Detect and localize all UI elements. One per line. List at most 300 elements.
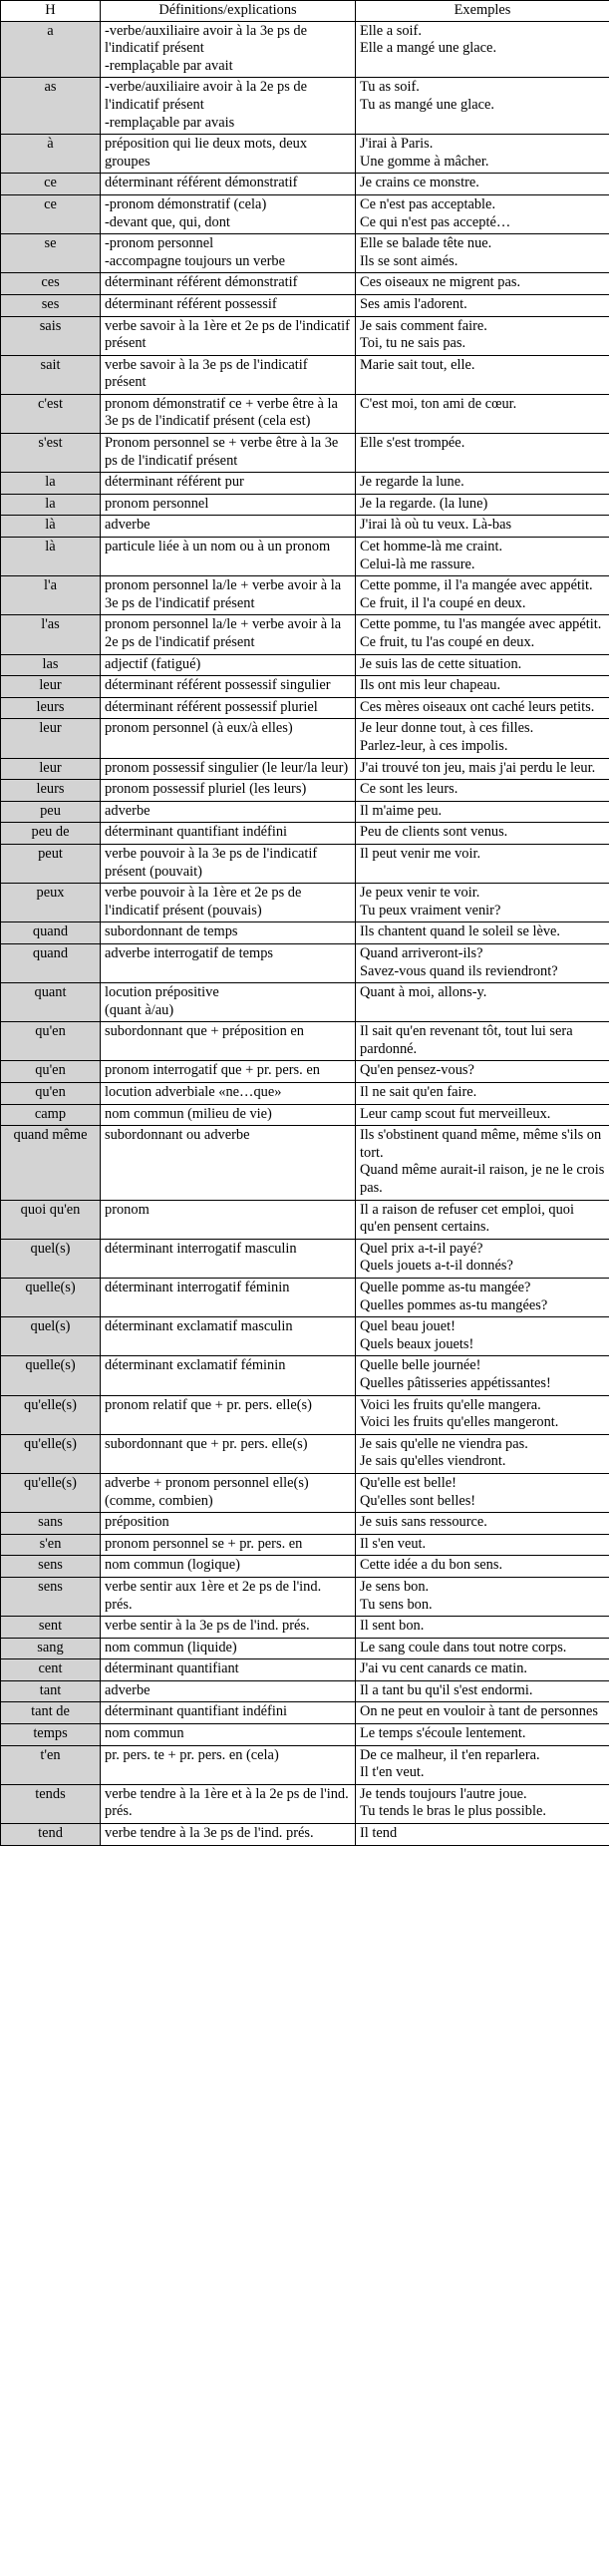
definition-cell — [101, 1200, 356, 1239]
example-line: Il m'aime peu. — [360, 802, 443, 819]
example-cell — [356, 273, 609, 295]
definition-cell — [101, 943, 356, 982]
table-row — [1, 884, 609, 922]
definition-line: pronom personnel la/le + verbe avoir à la 2e ps de l'indicatif présent — [105, 616, 342, 650]
homophone-cell: qu'en — [1, 1083, 101, 1105]
example-line: Il s'en veut. — [360, 1535, 427, 1552]
example-line: Ce n'est pas acceptable. — [360, 195, 496, 212]
definition-cell — [101, 1659, 356, 1681]
homophone-cell: temps — [1, 1724, 101, 1746]
table-row — [1, 1659, 609, 1681]
definition-cell — [101, 1434, 356, 1473]
definition-line: nom commun (logique) — [105, 1557, 240, 1574]
definition-cell — [101, 1556, 356, 1578]
definition-line: adverbe — [105, 517, 151, 534]
table-row — [1, 676, 609, 698]
example-line: Je leur donne tout, à ces filles. — [360, 720, 534, 737]
definition-line: déterminant référent possessif pluriel — [105, 698, 318, 715]
table-row — [1, 615, 609, 654]
table-row — [1, 316, 609, 355]
table-row — [1, 1513, 609, 1535]
definition-line: (quant à/au) — [105, 1001, 174, 1018]
definition-line: -remplaçable par avait — [105, 57, 233, 74]
example-cell — [356, 516, 609, 538]
homophone-cell: là — [1, 516, 101, 538]
homophone-cell: peu de — [1, 823, 101, 845]
example-line: Je regarde la lune. — [360, 474, 464, 491]
table-row — [1, 1356, 609, 1395]
example-line: Toi, tu ne sais pas. — [360, 335, 466, 352]
homophone-cell: leurs — [1, 780, 101, 802]
table-row — [1, 394, 609, 433]
definition-line: subordonnant de temps — [105, 923, 238, 940]
definition-cell — [101, 538, 356, 576]
example-line: Je sais qu'elle ne viendra pas. — [360, 1435, 528, 1452]
definition-line: verbe tendre à la 1ère et à la 2e ps de l'ind. prés. — [105, 1785, 349, 1820]
example-line: J'ai trouvé ton jeu, mais j'ai perdu le leur. — [360, 759, 596, 776]
definition-cell — [101, 316, 356, 355]
definition-line: subordonnant que + préposition en — [105, 1023, 304, 1040]
example-cell — [356, 538, 609, 576]
definition-line: déterminant référent pur — [105, 474, 244, 491]
example-line: Qu'elle est belle! — [360, 1474, 457, 1491]
definition-line: pronom personnel (à eux/à elles) — [105, 720, 293, 737]
column-header-examples: Exemples — [356, 1, 609, 22]
example-line: Ce sont les leurs. — [360, 781, 458, 798]
table-row — [1, 1279, 609, 1317]
example-cell — [356, 719, 609, 758]
example-cell — [356, 1638, 609, 1659]
table-row — [1, 1434, 609, 1473]
example-line: Parlez-leur, à ces impolis. — [360, 737, 508, 754]
definition-cell — [101, 654, 356, 676]
definition-line: préposition qui lie deux mots, deux groupes — [105, 136, 308, 170]
example-cell — [356, 234, 609, 273]
table-row — [1, 1395, 609, 1434]
definition-cell — [101, 1473, 356, 1512]
homophone-cell: leur — [1, 676, 101, 698]
definition-cell — [101, 473, 356, 495]
homophone-cell: cent — [1, 1659, 101, 1681]
homophone-cell: la — [1, 494, 101, 516]
table-row — [1, 719, 609, 758]
example-line: Peu de clients sont venus. — [360, 824, 508, 841]
table-row — [1, 494, 609, 516]
definition-cell — [101, 697, 356, 719]
example-cell — [356, 494, 609, 516]
table-row — [1, 1022, 609, 1061]
example-line: Il tend — [360, 1825, 398, 1842]
definition-line: adverbe interrogatif de temps — [105, 944, 274, 961]
definition-cell — [101, 780, 356, 802]
example-cell — [356, 1702, 609, 1724]
example-cell — [356, 1279, 609, 1317]
definition-line: -remplaçable par avais — [105, 114, 235, 131]
definition-cell — [101, 1824, 356, 1846]
example-line: Tu peux vraiment venir? — [360, 902, 501, 919]
example-line: Quant à moi, allons-y. — [360, 984, 487, 1001]
example-line: Quand même aurait-il raison, je ne le crois pas. — [360, 1162, 605, 1197]
table-row — [1, 21, 609, 78]
definition-cell — [101, 1784, 356, 1823]
example-line: Quand arriveront-ils? — [360, 944, 483, 961]
example-cell — [356, 1239, 609, 1278]
example-line: Qu'en pensez-vous? — [360, 1062, 474, 1079]
table-row — [1, 823, 609, 845]
table-row — [1, 1680, 609, 1702]
example-line: Quelles pommes as-tu mangées? — [360, 1296, 548, 1313]
table-row — [1, 758, 609, 780]
example-line: Il sent bon. — [360, 1618, 425, 1635]
definition-cell — [101, 1279, 356, 1317]
homophone-cell: as — [1, 78, 101, 135]
example-line: Il ne sait qu'en faire. — [360, 1084, 477, 1101]
definition-line: locution prépositive — [105, 984, 219, 1001]
table-row — [1, 922, 609, 944]
example-line: Ces mères oiseaux ont caché leurs petits. — [360, 698, 595, 715]
definition-cell — [101, 1395, 356, 1434]
table-row — [1, 1126, 609, 1200]
example-cell — [356, 1659, 609, 1681]
definition-line: verbe savoir à la 1ère et 2e ps de l'indicatif présent — [105, 317, 350, 352]
definition-line: verbe pouvoir à la 3e ps de l'indicatif présent (pouvait) — [105, 845, 318, 880]
definition-cell — [101, 801, 356, 823]
example-line: Ce fruit, il l'a coupé en deux. — [360, 594, 526, 611]
example-cell — [356, 316, 609, 355]
homophone-cell: s'est — [1, 434, 101, 473]
definition-line: déterminant référent démonstratif — [105, 274, 298, 291]
definition-cell — [101, 194, 356, 233]
example-cell — [356, 943, 609, 982]
example-line: Je la regarde. (la lune) — [360, 495, 488, 512]
example-line: J'irai là où tu veux. Là-bas — [360, 517, 512, 534]
example-line: Elle s'est trompée. — [360, 435, 465, 452]
homophone-cell: qu'elle(s) — [1, 1434, 101, 1473]
table-row — [1, 983, 609, 1022]
table-row — [1, 1824, 609, 1846]
example-line: Elle a mangé une glace. — [360, 40, 497, 57]
definition-cell — [101, 21, 356, 78]
example-line: Tu as soif. — [360, 79, 420, 96]
definition-cell — [101, 615, 356, 654]
example-line: Savez-vous quand ils reviendront? — [360, 962, 558, 979]
column-header-h: H — [1, 1, 101, 22]
definition-line: -verbe/auxiliaire avoir à la 3e ps de l'indicatif présent — [105, 22, 307, 57]
example-line: Je sens bon. — [360, 1578, 430, 1595]
table-row — [1, 1473, 609, 1512]
definition-line: pronom personnel la/le + verbe avoir à la 3e ps de l'indicatif présent — [105, 577, 342, 611]
definition-cell — [101, 273, 356, 295]
homophone-cell: quoi qu'en — [1, 1200, 101, 1239]
homophone-cell: leurs — [1, 697, 101, 719]
example-cell — [356, 615, 609, 654]
definition-line: déterminant interrogatif masculin — [105, 1240, 297, 1257]
homophone-cell: tant — [1, 1680, 101, 1702]
example-line: Ils se sont aimés. — [360, 252, 458, 269]
definition-line: déterminant référent possessif singulier — [105, 677, 331, 694]
definition-line: déterminant exclamatif féminin — [105, 1357, 286, 1374]
example-cell — [356, 1784, 609, 1823]
definition-cell — [101, 1022, 356, 1061]
homophone-cell: quant — [1, 983, 101, 1022]
example-line: Je sais qu'elles viendront. — [360, 1453, 506, 1470]
example-line: Quels beaux jouets! — [360, 1335, 474, 1352]
table-row — [1, 135, 609, 174]
definition-line: pronom personnel se + pr. pers. en — [105, 1535, 303, 1552]
homophone-cell: qu'en — [1, 1061, 101, 1083]
homophone-cell: quand — [1, 943, 101, 982]
example-cell — [356, 473, 609, 495]
table-row — [1, 1638, 609, 1659]
example-cell — [356, 1061, 609, 1083]
example-line: Je suis las de cette situation. — [360, 655, 522, 672]
definition-cell — [101, 1680, 356, 1702]
definition-cell — [101, 884, 356, 922]
homophone-cell: peux — [1, 884, 101, 922]
example-line: Je sais comment faire. — [360, 317, 487, 334]
table-row — [1, 538, 609, 576]
table-row — [1, 1061, 609, 1083]
example-cell — [356, 1617, 609, 1639]
homophone-cell: sait — [1, 355, 101, 394]
homophone-cell: tend — [1, 1824, 101, 1846]
definition-cell — [101, 922, 356, 944]
definition-cell — [101, 135, 356, 174]
definition-cell — [101, 1317, 356, 1356]
definition-line: nom commun — [105, 1725, 184, 1742]
definition-cell — [101, 719, 356, 758]
definition-line: -devant que, qui, dont — [105, 213, 230, 230]
example-line: Il peut venir me voir. — [360, 845, 481, 862]
example-line: Quel prix a-t-il payé? — [360, 1240, 483, 1257]
definition-cell — [101, 1513, 356, 1535]
example-line: Ils s'obstinent quand même, même s'ils on tort. — [360, 1127, 602, 1161]
example-cell — [356, 1200, 609, 1239]
example-line: Il sait qu'en revenant tôt, tout lui sera pardonné. — [360, 1023, 573, 1057]
definition-line: Pronom personnel se + verbe être à la 3e ps de l'indicatif présent — [105, 435, 339, 469]
column-header-definitions: Définitions/explications — [101, 1, 356, 22]
definition-line: nom commun (liquide) — [105, 1639, 237, 1656]
example-cell — [356, 780, 609, 802]
example-line: Je peux venir te voir. — [360, 885, 480, 902]
homophone-cell: tant de — [1, 1702, 101, 1724]
example-line: Tu tends le bras le plus possible. — [360, 1803, 546, 1820]
homophone-cell: leur — [1, 758, 101, 780]
definition-cell — [101, 1061, 356, 1083]
definition-cell — [101, 434, 356, 473]
definition-cell — [101, 1104, 356, 1126]
definition-line: déterminant exclamatif masculin — [105, 1318, 293, 1335]
definition-cell — [101, 1239, 356, 1278]
table-row — [1, 1200, 609, 1239]
homophone-cell: s'en — [1, 1534, 101, 1556]
homophone-cell: quand même — [1, 1126, 101, 1200]
example-line: Leur camp scout fut merveilleux. — [360, 1105, 551, 1122]
homophone-cell: sens — [1, 1556, 101, 1578]
definition-cell — [101, 294, 356, 316]
example-line: Elle se balade tête nue. — [360, 235, 492, 252]
table-row — [1, 1617, 609, 1639]
definition-line: -accompagne toujours un verbe — [105, 252, 286, 269]
definition-line: -pronom démonstratif (cela) — [105, 195, 267, 212]
example-line: Je suis sans ressource. — [360, 1514, 487, 1531]
definition-cell — [101, 1724, 356, 1746]
definition-cell — [101, 1702, 356, 1724]
example-line: Voici les fruits qu'elles mangeront. — [360, 1414, 559, 1431]
example-line: Celui-là me rassure. — [360, 555, 475, 572]
definition-line: adverbe — [105, 1681, 151, 1698]
example-cell — [356, 1534, 609, 1556]
definition-cell — [101, 394, 356, 433]
definition-cell — [101, 1638, 356, 1659]
definition-cell — [101, 983, 356, 1022]
table-row — [1, 78, 609, 135]
example-line: Je crains ce monstre. — [360, 175, 479, 191]
definition-cell — [101, 1356, 356, 1395]
definition-line: nom commun (milieu de vie) — [105, 1105, 272, 1122]
example-cell — [356, 758, 609, 780]
example-line: Je tends toujours l'autre joue. — [360, 1785, 527, 1802]
definition-line: pronom possessif pluriel (les leurs) — [105, 781, 307, 798]
definition-line: pronom démonstratif ce + verbe être à la 3e ps de l'indicatif présent (cela est) — [105, 395, 338, 430]
definition-line: pronom possessif singulier (le leur/la leur) — [105, 759, 349, 776]
example-cell — [356, 801, 609, 823]
example-line: Quel beau jouet! — [360, 1318, 456, 1335]
example-line: Cet homme-là me craint. — [360, 539, 503, 555]
table-row — [1, 174, 609, 195]
example-line: Quelle belle journée! — [360, 1357, 481, 1374]
table-row — [1, 434, 609, 473]
example-cell — [356, 1126, 609, 1200]
example-cell — [356, 654, 609, 676]
example-line: De ce malheur, il t'en reparlera. — [360, 1746, 540, 1763]
example-line: Il a raison de refuser cet emploi, quoi qu'en pensent certains. — [360, 1201, 574, 1236]
example-cell — [356, 1680, 609, 1702]
definition-line: pronom — [105, 1201, 150, 1218]
definition-line: déterminant quantifiant — [105, 1660, 239, 1677]
table-row — [1, 780, 609, 802]
homophone-cell: a — [1, 21, 101, 78]
example-cell — [356, 576, 609, 615]
definition-line: -verbe/auxiliaire avoir à la 2e ps de l'indicatif présent — [105, 79, 307, 113]
example-cell — [356, 1083, 609, 1105]
definition-line: verbe sentir à la 3e ps de l'ind. prés. — [105, 1618, 310, 1635]
example-line: Quelle pomme as-tu mangée? — [360, 1280, 531, 1295]
definition-line: subordonnant que + pr. pers. elle(s) — [105, 1435, 308, 1452]
table-row — [1, 1534, 609, 1556]
definition-cell — [101, 1577, 356, 1616]
homophone-cell: peut — [1, 844, 101, 883]
homophone-cell: la — [1, 473, 101, 495]
homophone-cell: qu'elle(s) — [1, 1473, 101, 1512]
example-cell — [356, 1356, 609, 1395]
definition-cell — [101, 844, 356, 883]
example-cell — [356, 1745, 609, 1784]
example-line: J'ai vu cent canards ce matin. — [360, 1660, 528, 1677]
table-row — [1, 801, 609, 823]
definition-cell — [101, 1745, 356, 1784]
definition-line: verbe sentir aux 1ère et 2e ps de l'ind. prés. — [105, 1578, 322, 1613]
example-line: Cette pomme, tu l'as mangée avec appétit. — [360, 616, 602, 633]
table-row — [1, 1702, 609, 1724]
definition-cell — [101, 823, 356, 845]
definition-cell — [101, 1126, 356, 1200]
example-cell — [356, 823, 609, 845]
definition-cell — [101, 516, 356, 538]
homophone-cell: sang — [1, 1638, 101, 1659]
example-line: Il a tant bu qu'il s'est endormi. — [360, 1681, 533, 1698]
example-line: Le sang coule dans tout notre corps. — [360, 1639, 567, 1656]
table-row — [1, 654, 609, 676]
table-row — [1, 1745, 609, 1784]
table-row — [1, 1317, 609, 1356]
definition-line: adverbe — [105, 802, 151, 819]
table-row — [1, 844, 609, 883]
homophone-cell: qu'elle(s) — [1, 1395, 101, 1434]
homophone-cell: ce — [1, 194, 101, 233]
definition-cell — [101, 174, 356, 195]
table-row — [1, 697, 609, 719]
table-row — [1, 1784, 609, 1823]
homophone-cell: qu'en — [1, 1022, 101, 1061]
homophone-cell: à — [1, 135, 101, 174]
example-cell — [356, 1395, 609, 1434]
homophone-cell: quelle(s) — [1, 1279, 101, 1317]
table-row — [1, 355, 609, 394]
table-row — [1, 234, 609, 273]
example-line: Voici les fruits qu'elle mangera. — [360, 1396, 541, 1413]
example-cell — [356, 174, 609, 195]
example-cell — [356, 394, 609, 433]
example-cell — [356, 844, 609, 883]
example-cell — [356, 1434, 609, 1473]
homophone-cell: quel(s) — [1, 1317, 101, 1356]
table-row — [1, 1083, 609, 1105]
homophone-cell: camp — [1, 1104, 101, 1126]
definition-line: locution adverbiale «ne…que» — [105, 1084, 282, 1101]
homophone-cell: quand — [1, 922, 101, 944]
example-cell — [356, 983, 609, 1022]
example-cell — [356, 1317, 609, 1356]
table-header-row — [1, 1, 609, 22]
definition-line: adjectif (fatigué) — [105, 655, 201, 672]
example-line: Ses amis l'adorent. — [360, 295, 467, 312]
example-cell — [356, 135, 609, 174]
definition-line: -pronom personnel — [105, 235, 214, 252]
example-cell — [356, 1824, 609, 1846]
homophone-cell: l'a — [1, 576, 101, 615]
example-cell — [356, 1473, 609, 1512]
homophone-cell: sais — [1, 316, 101, 355]
example-cell — [356, 1577, 609, 1616]
example-cell — [356, 355, 609, 394]
example-cell — [356, 922, 609, 944]
example-line: Ce fruit, tu l'as coupé en deux. — [360, 634, 535, 650]
definition-cell — [101, 676, 356, 698]
table-row — [1, 1577, 609, 1616]
homophone-cell: se — [1, 234, 101, 273]
definition-line: déterminant quantifiant indéfini — [105, 824, 288, 841]
definition-cell — [101, 576, 356, 615]
definition-line: pr. pers. te + pr. pers. en (cela) — [105, 1746, 279, 1763]
definition-cell — [101, 355, 356, 394]
homophone-cell: peu — [1, 801, 101, 823]
example-cell — [356, 294, 609, 316]
homophone-cell: ses — [1, 294, 101, 316]
example-line: J'irai à Paris. — [360, 136, 434, 153]
example-line: On ne peut en vouloir à tant de personnes — [360, 1703, 598, 1720]
table-row — [1, 273, 609, 295]
